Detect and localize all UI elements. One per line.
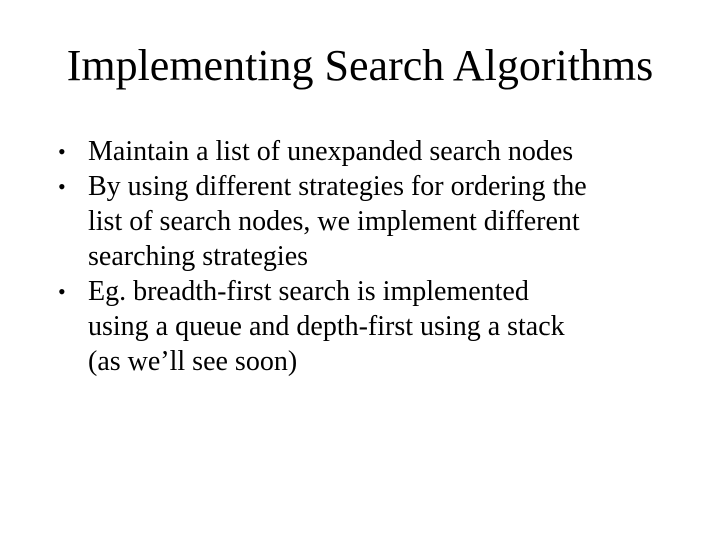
bullet-text-line: using a queue and depth-first using a stack bbox=[88, 311, 565, 342]
bullet-icon: • bbox=[58, 139, 66, 164]
bullet-icon: • bbox=[58, 174, 66, 199]
slide-title: Implementing Search Algorithms bbox=[66, 41, 654, 90]
bullet-icon: • bbox=[58, 279, 66, 304]
bullet-text-line: (as we’ll see soon) bbox=[88, 346, 298, 377]
bullet-item bbox=[58, 134, 698, 169]
bullet-text-line: searching strategies bbox=[88, 241, 309, 272]
bullet-text-line: Maintain a list of unexpanded search nodes bbox=[88, 136, 574, 167]
bullet-item bbox=[58, 274, 698, 379]
bullet-text-line: list of search nodes, we implement different bbox=[88, 206, 580, 237]
bullet-list bbox=[58, 134, 698, 379]
bullet-text-line: By using different strategies for ordering the bbox=[88, 171, 587, 202]
bullet-text-line: Eg. breadth-first search is implemented bbox=[88, 276, 529, 307]
bullet-item bbox=[58, 169, 698, 274]
